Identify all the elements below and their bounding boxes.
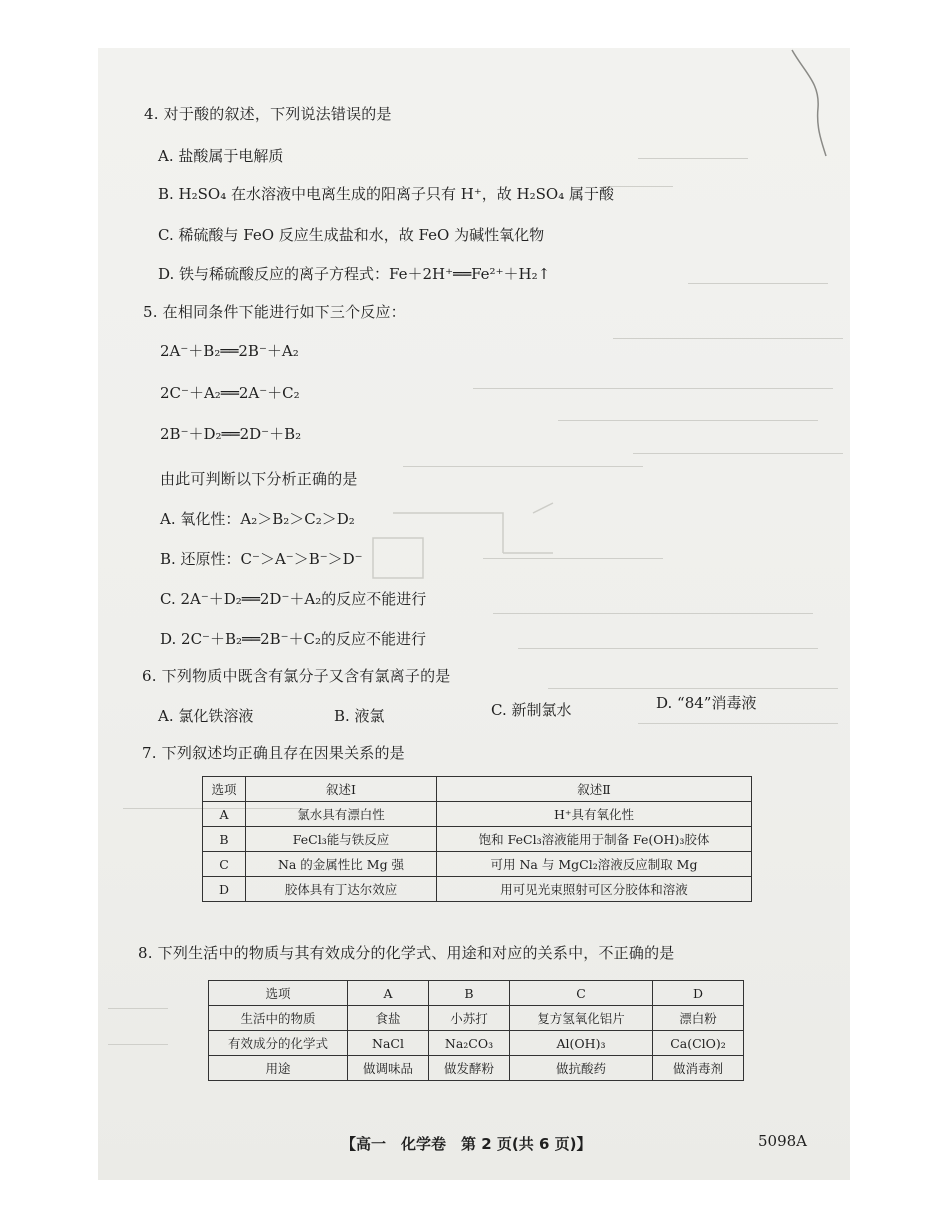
bleed-mark [473, 388, 833, 389]
q6-option-c: C. 新制氯水 [491, 701, 572, 719]
q8-header-a: A [348, 981, 429, 1006]
q8-stem: 8. 下列生活中的物质与其有效成分的化学式、用途和对应的关系中，不正确的是 [138, 944, 675, 962]
table-cell: 生活中的物质 [209, 1006, 348, 1031]
q5-equation-2: 2C⁻＋A₂══2A⁻＋C₂ [160, 384, 300, 402]
bleed-mark [688, 283, 828, 284]
table-cell: D [203, 877, 246, 902]
q5-option-b: B. 还原性：C⁻＞A⁻＞B⁻＞D⁻ [160, 550, 363, 568]
bleed-mark [493, 613, 813, 614]
table-row [203, 852, 752, 877]
table-row [203, 802, 752, 827]
table-cell: Ca(ClO)₂ [653, 1031, 744, 1056]
exam-code: 5098A [758, 1132, 808, 1150]
table-cell: A [203, 802, 246, 827]
page-corner-curl-icon [790, 48, 830, 158]
table-cell: Na 的金属性比 Mg 强 [246, 852, 437, 877]
bleed-mark [518, 648, 818, 649]
table-cell: B [203, 827, 246, 852]
table-cell: NaCl [348, 1031, 429, 1056]
table-cell: 漂白粉 [653, 1006, 744, 1031]
q4-option-b: B. H₂SO₄ 在水溶液中电离生成的阳离子只有 H⁺，故 H₂SO₄ 属于酸 [158, 185, 614, 203]
bleed-mark [638, 158, 748, 159]
q7-table [202, 776, 752, 902]
q7-header-statement-1: 叙述Ⅰ [246, 777, 437, 802]
table-row [209, 1056, 744, 1081]
table-cell: 可用 Na 与 MgCl₂溶液反应制取 Mg [437, 852, 752, 877]
table-row [203, 877, 752, 902]
table-cell: Na₂CO₃ [429, 1031, 510, 1056]
table-cell: 用可见光束照射可区分胶体和溶液 [437, 877, 752, 902]
table-cell: 用途 [209, 1056, 348, 1081]
bleed-mark [548, 688, 838, 689]
bleed-mark [638, 723, 838, 724]
q7-header-option: 选项 [203, 777, 246, 802]
bleed-apparatus-icon [353, 483, 583, 593]
q5-equation-3: 2B⁻＋D₂══2D⁻＋B₂ [160, 425, 302, 443]
table-row [209, 1006, 744, 1031]
table-cell: 做发酵粉 [429, 1056, 510, 1081]
table-row [209, 1031, 744, 1056]
table-cell: 氯水具有漂白性 [246, 802, 437, 827]
exam-page [98, 48, 850, 1180]
table-cell: H⁺具有氧化性 [437, 802, 752, 827]
q5-option-d: D. 2C⁻＋B₂══2B⁻＋C₂的反应不能进行 [160, 630, 427, 648]
q8-header-c: C [510, 981, 653, 1006]
q8-header-option: 选项 [209, 981, 348, 1006]
q8-table [208, 980, 744, 1081]
q5-option-c: C. 2A⁻＋D₂══2D⁻＋A₂的反应不能进行 [160, 590, 427, 608]
q6-option-d: D. “84”消毒液 [656, 694, 757, 712]
q5-stem: 5. 在相同条件下能进行如下三个反应： [143, 303, 406, 321]
q4-stem: 4. 对于酸的叙述，下列说法错误的是 [144, 105, 392, 123]
bleed-mark [403, 466, 643, 467]
q5-prompt: 由此可判断以下分析正确的是 [160, 470, 358, 488]
bleed-mark [633, 453, 843, 454]
bleed-mark [108, 1044, 168, 1045]
bleed-mark [558, 420, 818, 421]
page-footer: 【高一 化学卷 第 2 页(共 6 页)】 [341, 1135, 592, 1153]
bleed-mark [108, 1008, 168, 1009]
q4-option-a: A. 盐酸属于电解质 [158, 147, 284, 165]
q5-option-a: A. 氧化性：A₂＞B₂＞C₂＞D₂ [160, 510, 355, 528]
table-header-row [209, 981, 744, 1006]
table-cell: Al(OH)₃ [510, 1031, 653, 1056]
q7-header-statement-2: 叙述Ⅱ [437, 777, 752, 802]
table-cell: 饱和 FeCl₃溶液能用于制备 Fe(OH)₃胶体 [437, 827, 752, 852]
table-cell: 胶体具有丁达尔效应 [246, 877, 437, 902]
table-header-row [203, 777, 752, 802]
q7-stem: 7. 下列叙述均正确且存在因果关系的是 [142, 744, 405, 762]
table-cell: 复方氢氧化铝片 [510, 1006, 653, 1031]
bleed-mark [613, 338, 843, 339]
table-cell: 做调味品 [348, 1056, 429, 1081]
q6-option-a: A. 氯化铁溶液 [158, 707, 254, 725]
q6-stem: 6. 下列物质中既含有氯分子又含有氯离子的是 [142, 667, 451, 685]
q6-option-b: B. 液氯 [334, 707, 385, 725]
table-cell: 食盐 [348, 1006, 429, 1031]
table-cell: FeCl₃能与铁反应 [246, 827, 437, 852]
table-cell: 做消毒剂 [653, 1056, 744, 1081]
q4-option-c: C. 稀硫酸与 FeO 反应生成盐和水，故 FeO 为碱性氧化物 [158, 226, 545, 244]
q4-option-d: D. 铁与稀硫酸反应的离子方程式：Fe＋2H⁺══Fe²⁺＋H₂↑ [158, 265, 551, 283]
table-cell: 有效成分的化学式 [209, 1031, 348, 1056]
q8-header-d: D [653, 981, 744, 1006]
table-cell: 小苏打 [429, 1006, 510, 1031]
table-row [203, 827, 752, 852]
q8-header-b: B [429, 981, 510, 1006]
q5-equation-1: 2A⁻＋B₂══2B⁻＋A₂ [160, 342, 299, 360]
table-cell: C [203, 852, 246, 877]
table-cell: 做抗酸药 [510, 1056, 653, 1081]
